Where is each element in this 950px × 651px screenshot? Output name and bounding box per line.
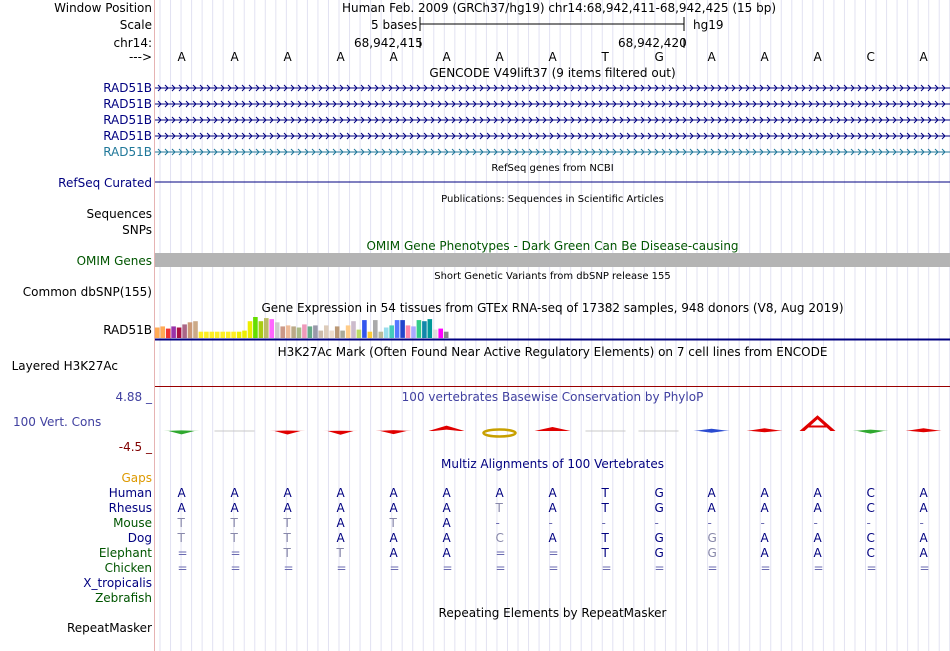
alignment-base: T <box>601 501 609 515</box>
gtex-tissue-bar <box>171 326 176 338</box>
alignment-base: = <box>283 561 294 575</box>
species-label[interactable]: Elephant <box>98 546 152 560</box>
gtex-tissue-bar <box>160 326 165 338</box>
alignment-base: - <box>654 516 659 530</box>
window-position-label: Window Position <box>54 1 152 15</box>
conservation-track-label[interactable]: 100 Vert. Cons <box>13 415 102 429</box>
gtex-tissue-bar <box>351 321 356 338</box>
gtex-tissue-bar <box>220 332 225 338</box>
reference-base: A <box>283 50 292 64</box>
gtex-tissue-bar <box>340 331 345 338</box>
alignment-base: = <box>548 561 559 575</box>
gencode-transcript-label[interactable]: RAD51B <box>103 97 152 111</box>
alignment-base: - <box>601 516 606 530</box>
reference-base: A <box>442 50 451 64</box>
alignment-base: A <box>442 486 451 500</box>
alignment-base: = <box>654 561 665 575</box>
alignment-base: - <box>760 516 765 530</box>
alignment-base: T <box>177 516 185 530</box>
gtex-tissue-bar <box>199 332 204 338</box>
alignment-base: G <box>654 501 664 515</box>
gtex-tissue-bar <box>444 332 449 338</box>
gtex-tissue-bar <box>362 320 367 338</box>
alignment-base: = <box>495 546 506 560</box>
gtex-tissue-bar <box>346 325 351 338</box>
gtex-tissue-bar <box>275 322 280 338</box>
reference-base: A <box>707 50 716 64</box>
reference-base: A <box>389 50 398 64</box>
gtex-tissue-bar <box>433 330 438 338</box>
alignment-base: = <box>919 561 930 575</box>
alignment-base: G <box>707 546 717 560</box>
publications-title: Publications: Sequences in Scientific Articles <box>441 194 664 205</box>
alignment-base: - <box>707 516 712 530</box>
alignment-base: A <box>760 486 769 500</box>
alignment-base: A <box>389 546 398 560</box>
window-position-text: Human Feb. 2009 (GRCh37/hg19) chr14:68,942,411-68,942,425 (15 bp) <box>342 1 777 15</box>
alignment-base: = <box>866 561 877 575</box>
alignment-base: G <box>654 546 664 560</box>
alignment-base: C <box>866 531 875 545</box>
refseq-title: RefSeq genes from NCBI <box>491 163 614 174</box>
alignment-base: C <box>866 501 875 515</box>
gtex-tissue-bar <box>204 332 209 338</box>
alignment-base: T <box>389 516 397 530</box>
multiz-title: Multiz Alignments of 100 Vertebrates <box>440 457 665 471</box>
conservation-logo <box>853 430 889 434</box>
conservation-logo <box>376 430 412 434</box>
alignment-base: A <box>230 501 239 515</box>
alignment-base: = <box>760 561 771 575</box>
gtex-tissue-bar <box>379 332 384 338</box>
species-label[interactable]: Rhesus <box>108 501 152 515</box>
alignment-base: A <box>707 501 716 515</box>
alignment-base: A <box>177 501 186 515</box>
alignment-base: A <box>813 501 822 515</box>
alignment-base: A <box>389 501 398 515</box>
gtex-tissue-bar <box>373 320 378 338</box>
reference-base: A <box>760 50 769 64</box>
gtex-tissue-bar <box>308 326 313 338</box>
alignment-base: C <box>866 486 875 500</box>
gtex-tissue-bar <box>177 328 182 339</box>
gencode-transcript-label[interactable]: RAD51B <box>103 113 152 127</box>
alignment-base: A <box>813 486 822 500</box>
alignment-base: A <box>760 546 769 560</box>
conservation-title: 100 vertebrates Basewise Conservation by PhyloP <box>401 390 704 404</box>
alignment-base: C <box>495 531 504 545</box>
conservation-logo <box>747 428 783 432</box>
alignment-base: A <box>389 531 398 545</box>
alignment-base: A <box>919 546 928 560</box>
species-label[interactable]: Dog <box>127 531 152 545</box>
conservation-logo <box>906 428 942 432</box>
gtex-tissue-bar <box>215 332 220 338</box>
gtex-tissue-bar <box>231 332 236 338</box>
conservation-ymax: 4.88 _ <box>115 390 152 404</box>
conservation-logo <box>694 429 730 433</box>
alignment-base: A <box>336 486 345 500</box>
gtex-tissue-bar <box>210 332 215 338</box>
conservation-logo <box>323 431 359 435</box>
chrom-label: chr14: <box>113 36 152 50</box>
gencode-transcript-label[interactable]: RAD51B <box>103 145 152 159</box>
alignment-base: A <box>442 501 451 515</box>
alignment-base: = <box>495 561 506 575</box>
gtex-tissue-bar <box>428 319 433 338</box>
omim-track-label[interactable]: OMIM Genes <box>76 254 152 268</box>
gtex-tissue-bar <box>242 331 247 338</box>
reference-base: A <box>919 50 928 64</box>
repeatmasker-title: Repeating Elements by RepeatMasker <box>438 606 667 620</box>
alignment-base: A <box>548 531 557 545</box>
reference-base: A <box>336 50 345 64</box>
reference-base: T <box>601 50 609 64</box>
gtex-tissue-bar <box>253 317 258 338</box>
gtex-tissue-bar <box>329 331 334 338</box>
conservation-logo <box>800 415 836 431</box>
assembly-label: hg19 <box>693 18 724 32</box>
alignment-base: A <box>177 486 186 500</box>
gtex-tissue-bar <box>400 320 405 338</box>
gtex-tissue-bar <box>395 320 400 338</box>
omim-title: OMIM Gene Phenotypes - Dark Green Can Be Disease-causing <box>366 239 739 253</box>
conservation-logo <box>164 430 200 434</box>
alignment-base: A <box>919 531 928 545</box>
gtex-tissue-bar <box>324 325 329 338</box>
alignment-base: A <box>495 486 504 500</box>
publications-snps-label[interactable]: SNPs <box>122 223 152 237</box>
gtex-tissue-bar <box>291 326 296 338</box>
gtex-tissue-bar <box>422 321 427 338</box>
conservation-logo <box>270 430 306 434</box>
species-label[interactable]: Zebrafish <box>95 591 152 605</box>
gtex-tissue-bar <box>368 332 373 338</box>
gtex-title: Gene Expression in 54 tissues from GTEx RNA-seq of 17382 samples, 948 donors (V8, Aug 2019) <box>261 301 844 315</box>
gtex-tissue-bar <box>417 320 422 338</box>
gtex-tissue-bar <box>155 328 160 339</box>
alignment-base: = <box>707 561 718 575</box>
publications-sequences-label[interactable]: Sequences <box>86 207 152 221</box>
alignment-base: A <box>548 486 557 500</box>
alignment-base: T <box>230 516 238 530</box>
alignment-base: T <box>230 531 238 545</box>
alignment-base: T <box>177 531 185 545</box>
gtex-tissue-bar <box>319 331 324 338</box>
alignment-base: - <box>813 516 818 530</box>
reference-base: G <box>654 50 664 64</box>
alignment-base: A <box>389 486 398 500</box>
gtex-tissue-bar <box>297 328 302 339</box>
alignment-base: = <box>230 546 241 560</box>
h3k27ac-title: H3K27Ac Mark (Often Found Near Active Regulatory Elements) on 7 cell lines from ENCODE <box>277 345 828 359</box>
conservation-logo-negative <box>484 430 516 437</box>
repeatmasker-track-label[interactable]: RepeatMasker <box>66 621 152 635</box>
gencode-transcript-label[interactable]: RAD51B <box>103 129 152 143</box>
alignment-base: T <box>495 501 503 515</box>
alignment-base: A <box>813 546 822 560</box>
alignment-base: T <box>336 546 344 560</box>
gtex-gene-label[interactable]: RAD51B <box>103 323 152 337</box>
scale-label: Scale <box>119 18 152 32</box>
gaps-label[interactable]: Gaps <box>121 471 152 485</box>
strand-arrow-label: ---> <box>128 50 152 64</box>
gtex-tissue-bar <box>406 325 411 338</box>
alignment-base: T <box>283 531 291 545</box>
alignment-base: A <box>548 501 557 515</box>
species-label[interactable]: X_tropicalis <box>83 576 152 590</box>
alignment-base: = <box>389 561 400 575</box>
alignment-base: = <box>230 561 241 575</box>
alignment-base: C <box>866 546 875 560</box>
refseq-track-label[interactable]: RefSeq Curated <box>58 176 152 190</box>
gencode-title: GENCODE V49lift37 (9 items filtered out) <box>429 66 676 80</box>
alignment-base: A <box>283 486 292 500</box>
gtex-tissue-bar <box>237 332 242 338</box>
alignment-base: T <box>601 486 609 500</box>
conservation-ymin: -4.5 _ <box>118 440 152 454</box>
reference-base: A <box>813 50 822 64</box>
alignment-base: A <box>336 516 345 530</box>
alignment-base: A <box>336 531 345 545</box>
alignment-base: - <box>919 516 924 530</box>
conservation-logo-bar <box>809 425 827 427</box>
h3k27ac-track-label[interactable]: Layered H3K27Ac <box>11 359 118 373</box>
alignment-base: A <box>707 486 716 500</box>
gtex-tissue-bar <box>188 322 193 338</box>
gtex-tissue-bar <box>313 325 318 338</box>
reference-base: A <box>548 50 557 64</box>
alignment-base: = <box>177 561 188 575</box>
gtex-tissue-bar <box>166 329 171 339</box>
alignment-base: A <box>760 531 769 545</box>
gtex-tissue-bar <box>193 321 198 338</box>
gtex-tissue-bar <box>269 319 274 338</box>
alignment-base: = <box>177 546 188 560</box>
alignment-base: A <box>442 546 451 560</box>
gtex-tissue-bar <box>248 321 253 338</box>
gtex-tissue-bar <box>411 326 416 338</box>
alignment-base: - <box>495 516 500 530</box>
alignment-base: A <box>283 501 292 515</box>
reference-base: A <box>177 50 186 64</box>
alignment-base: T <box>283 546 291 560</box>
alignment-base: = <box>336 561 347 575</box>
alignment-base: A <box>230 486 239 500</box>
alignment-base: A <box>760 501 769 515</box>
gtex-tissue-bar <box>384 328 389 339</box>
alignment-base: = <box>548 546 559 560</box>
alignment-base: T <box>283 516 291 530</box>
gtex-tissue-bar <box>182 324 187 338</box>
reference-base: A <box>230 50 239 64</box>
reference-base: C <box>866 50 875 64</box>
position-left: 68,942,415 <box>354 36 423 50</box>
conservation-logo <box>429 426 465 431</box>
alignment-base: - <box>548 516 553 530</box>
gtex-tissue-bar <box>438 329 443 339</box>
dbsnp-track-label[interactable]: Common dbSNP(155) <box>22 285 152 299</box>
gtex-tissue-bar <box>389 325 394 338</box>
scale-text: 5 bases <box>371 18 418 32</box>
alignment-base: G <box>654 486 664 500</box>
alignment-base: = <box>601 561 612 575</box>
alignment-base: T <box>601 531 609 545</box>
gtex-tissue-bar <box>259 321 264 338</box>
reference-base: A <box>495 50 504 64</box>
alignment-base: A <box>442 531 451 545</box>
gtex-tissue-bar <box>357 330 362 338</box>
species-label[interactable]: Mouse <box>113 516 152 530</box>
gtex-tissue-bar <box>302 324 307 338</box>
species-label[interactable]: Chicken <box>104 561 152 575</box>
alignment-base: = <box>442 561 453 575</box>
alignment-base: = <box>813 561 824 575</box>
alignment-base: A <box>919 486 928 500</box>
species-label[interactable]: Human <box>108 486 152 500</box>
omim-gene-bar <box>155 253 950 267</box>
gtex-tissue-bar <box>226 332 231 338</box>
alignment-base: A <box>919 501 928 515</box>
gtex-tissue-bar <box>286 325 291 338</box>
alignment-base: G <box>654 531 664 545</box>
alignment-base: T <box>601 546 609 560</box>
alignment-base: A <box>336 501 345 515</box>
alignment-base: - <box>866 516 871 530</box>
gtex-tissue-bar <box>335 326 340 338</box>
gencode-transcript-label[interactable]: RAD51B <box>103 81 152 95</box>
conservation-logo <box>535 427 571 431</box>
alignment-base: G <box>707 531 717 545</box>
dbsnp-title: Short Genetic Variants from dbSNP release 155 <box>434 271 671 282</box>
position-right: 68,942,420 <box>618 36 687 50</box>
alignment-base: A <box>442 516 451 530</box>
gtex-tissue-bar <box>280 326 285 338</box>
gtex-tissue-bar <box>264 318 269 338</box>
alignment-base: A <box>813 531 822 545</box>
